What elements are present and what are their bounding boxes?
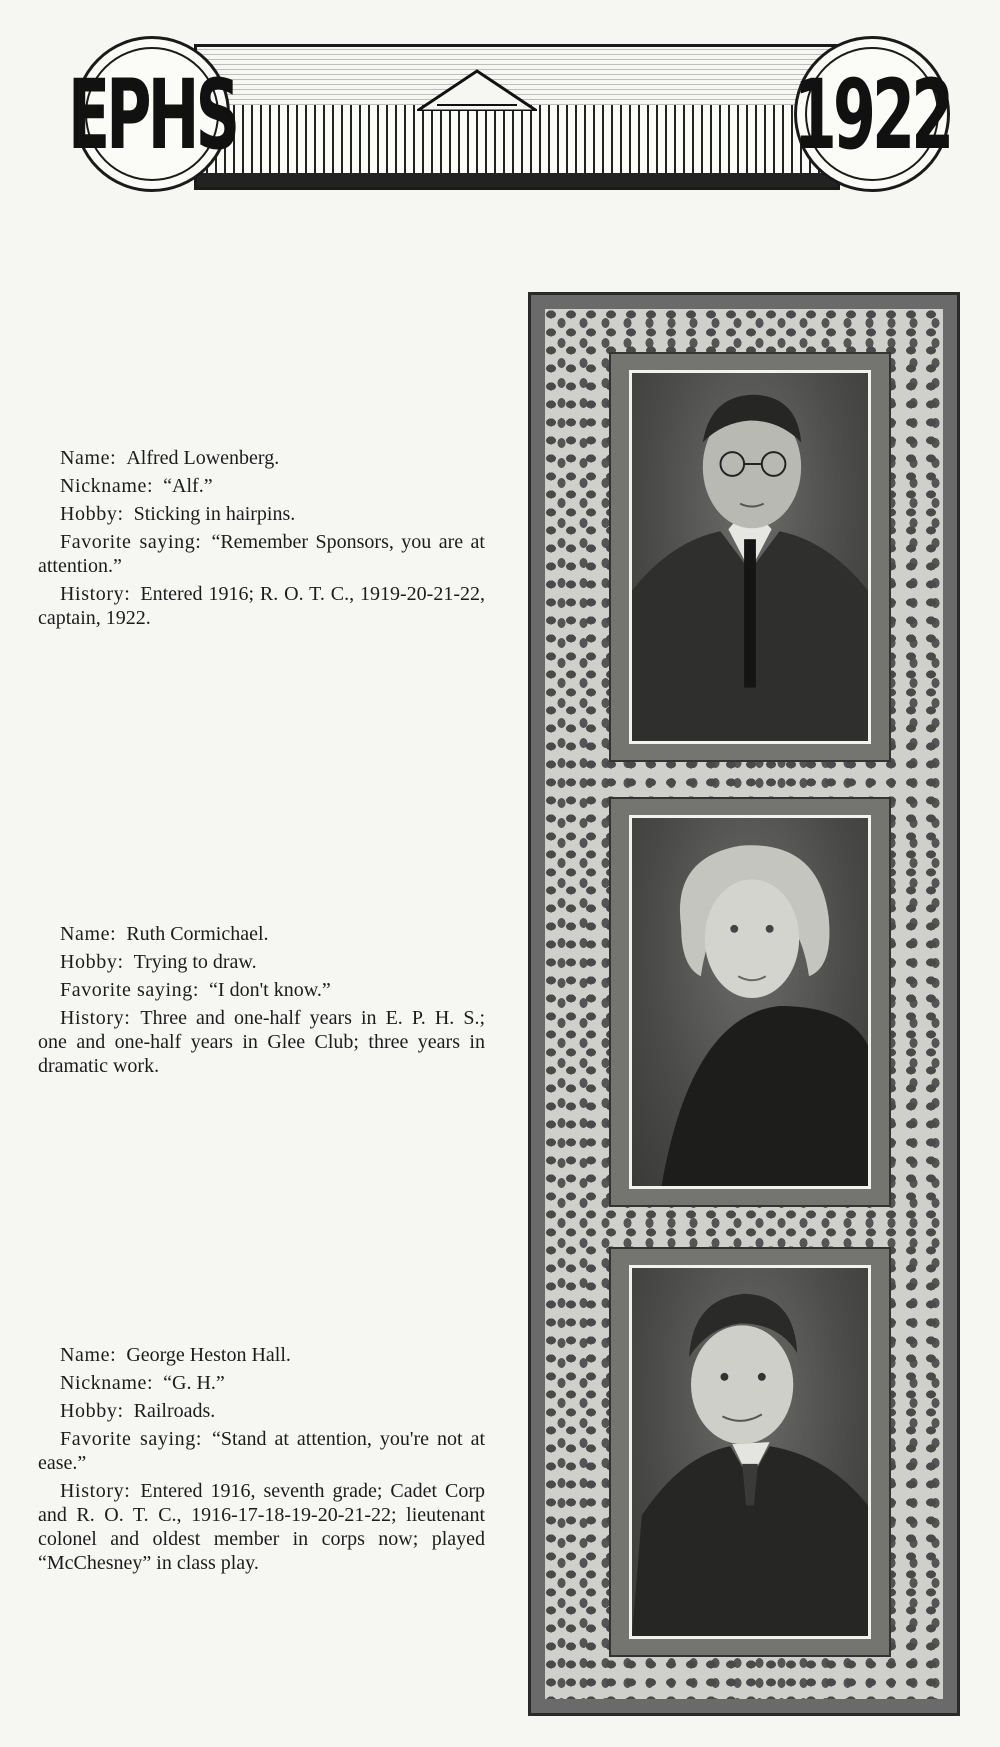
portrait-photo-alfred xyxy=(632,373,868,741)
history: Three and one-half years in E. P. H. S.; one and one-half years in Glee Club; three years in dramatic work. xyxy=(38,1007,485,1077)
school-initials: EPHS xyxy=(67,57,237,171)
saying-line: Favorite saying: “Remember Sponsors, you are at attention.” xyxy=(38,531,485,577)
name-line: Name: George Heston Hall. xyxy=(60,1344,291,1366)
student-name: Alfred Lowenberg. xyxy=(126,447,280,469)
senior-entry-ruth xyxy=(38,922,485,1082)
year-medallion xyxy=(794,36,950,192)
senior-entry-george xyxy=(38,1343,485,1579)
favorite-saying: “Stand at attention, you're not at ease.” xyxy=(38,1428,485,1474)
history-line: History: Entered 1916; R. O. T. C., 1919-20-21-22, captain, 1922. xyxy=(38,583,485,629)
favorite-saying: “Remember Sponsors, you are at attention.” xyxy=(38,531,485,577)
hobby: Railroads. xyxy=(133,1400,216,1422)
nickname: “Alf.” xyxy=(163,475,213,497)
favorite-saying: “I don't know.” xyxy=(209,979,331,1001)
history: Entered 1916; R. O. T. C., 1919-20-21-22, captain, 1922. xyxy=(38,583,485,629)
portrait-frame-ruth xyxy=(609,797,891,1207)
portrait-column xyxy=(528,292,960,1716)
senior-entry-alfred xyxy=(38,446,485,634)
student-name: George Heston Hall. xyxy=(126,1344,291,1366)
history: Entered 1916, seventh grade; Cadet Corp and R. O. T. C., 1916-17-18-19-20-21-22; lieutenant colonel and oldest member in corps now; played “McChesney” in class play. xyxy=(38,1480,485,1574)
hobby-line: Hobby: Trying to draw. xyxy=(60,951,257,973)
nickname-line: Nickname: “G. H.” xyxy=(60,1372,225,1394)
portrait-photo-george xyxy=(632,1268,868,1636)
hobby-line: Hobby: Railroads. xyxy=(60,1400,216,1422)
name-line: Name: Ruth Cormichael. xyxy=(60,923,269,945)
name-line: Name: Alfred Lowenberg. xyxy=(60,447,280,469)
portrait-frame-alfred xyxy=(609,352,891,762)
nickname-line: Nickname: “Alf.” xyxy=(60,475,213,497)
header-banner xyxy=(67,36,951,196)
portrait-frame-george xyxy=(609,1247,891,1657)
saying-line: Favorite saying: “I don't know.” xyxy=(60,979,331,1001)
history-line: History: Entered 1916, seventh grade; Cadet Corp and R. O. T. C., 1916-17-18-19-20-21-22; lieutenant colonel and oldest member in corps now; played “McChesney” in class play. xyxy=(38,1480,485,1574)
school-building-illustration xyxy=(194,44,840,190)
building-pediment-icon xyxy=(417,69,537,111)
hobby: Trying to draw. xyxy=(133,951,257,973)
nickname: “G. H.” xyxy=(163,1372,225,1394)
hobby: Sticking in hairpins. xyxy=(133,503,296,525)
hobby-line: Hobby: Sticking in hairpins. xyxy=(60,503,296,525)
saying-line: Favorite saying: “Stand at attention, you're not at ease.” xyxy=(38,1428,485,1474)
student-name: Ruth Cormichael. xyxy=(126,923,269,945)
class-year: 1922 xyxy=(793,57,951,171)
portrait-photo-ruth xyxy=(632,818,868,1186)
school-initials-medallion xyxy=(67,36,237,192)
history-line: History: Three and one-half years in E. P. H. S.; one and one-half years in Glee Club; three years in dramatic work. xyxy=(38,1007,485,1077)
